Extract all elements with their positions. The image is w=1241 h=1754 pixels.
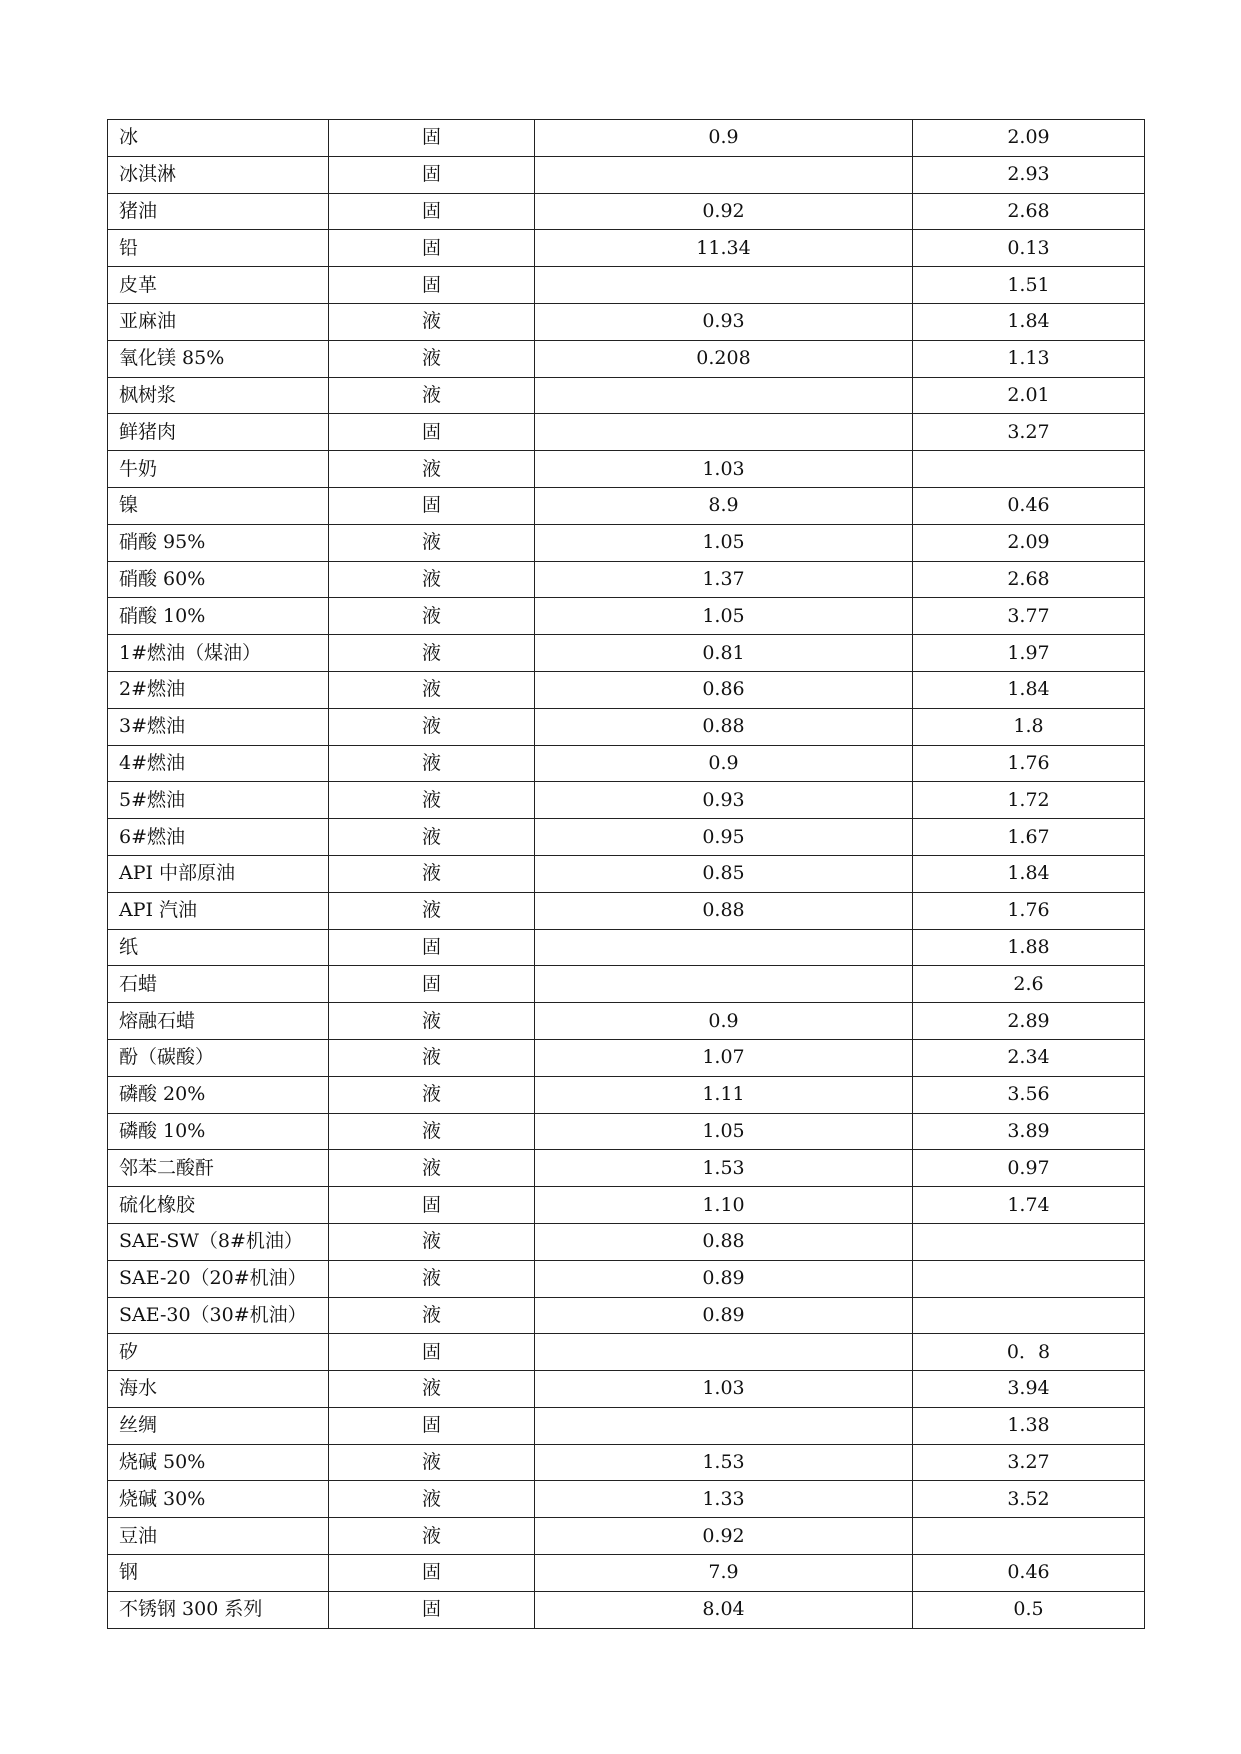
- phase-cell: 液: [329, 1003, 535, 1040]
- phase-cell: 液: [329, 1039, 535, 1076]
- specific-heat-cell: 1.8: [913, 708, 1145, 745]
- phase-cell: 固: [329, 230, 535, 267]
- table-row: [108, 1260, 1145, 1297]
- specific-heat-cell: 2.89: [913, 1003, 1145, 1040]
- specific-heat-cell: 3.27: [913, 414, 1145, 451]
- material-name-cell: 硝酸 60%: [108, 561, 329, 598]
- material-name-cell: 冰淇淋: [108, 156, 329, 193]
- density-cell: 0.9: [535, 120, 913, 157]
- density-cell: 1.05: [535, 598, 913, 635]
- table-row: [108, 1591, 1145, 1628]
- phase-cell: 固: [329, 1334, 535, 1371]
- table-row: [108, 1518, 1145, 1555]
- phase-cell: 液: [329, 377, 535, 414]
- table-row: [108, 1407, 1145, 1444]
- material-name-cell: SAE-SW（8#机油）: [108, 1223, 329, 1260]
- table-row: [108, 1555, 1145, 1592]
- density-cell: [535, 377, 913, 414]
- phase-cell: 固: [329, 929, 535, 966]
- material-name-cell: 磷酸 20%: [108, 1076, 329, 1113]
- material-name-cell: 矽: [108, 1334, 329, 1371]
- table-row: [108, 156, 1145, 193]
- material-name-cell: 镍: [108, 487, 329, 524]
- material-name-cell: 皮革: [108, 267, 329, 304]
- density-cell: 0.85: [535, 855, 913, 892]
- material-name-cell: 丝绸: [108, 1407, 329, 1444]
- phase-cell: 液: [329, 1150, 535, 1187]
- phase-cell: 液: [329, 745, 535, 782]
- density-cell: 0.9: [535, 745, 913, 782]
- density-cell: 0.95: [535, 819, 913, 856]
- material-name-cell: 冰: [108, 120, 329, 157]
- phase-cell: 液: [329, 782, 535, 819]
- density-cell: 1.03: [535, 451, 913, 488]
- specific-heat-cell: 0.5: [913, 1591, 1145, 1628]
- phase-cell: 液: [329, 1076, 535, 1113]
- table-row: [108, 193, 1145, 230]
- table-row: [108, 1113, 1145, 1150]
- table-row: [108, 414, 1145, 451]
- table-row: [108, 598, 1145, 635]
- density-cell: 0.89: [535, 1260, 913, 1297]
- material-name-cell: 猪油: [108, 193, 329, 230]
- phase-cell: 液: [329, 1297, 535, 1334]
- table-row: [108, 340, 1145, 377]
- phase-cell: 液: [329, 1371, 535, 1408]
- material-name-cell: 牛奶: [108, 451, 329, 488]
- specific-heat-cell: 3.56: [913, 1076, 1145, 1113]
- material-name-cell: API 中部原油: [108, 855, 329, 892]
- density-cell: 0.88: [535, 1223, 913, 1260]
- density-cell: 11.34: [535, 230, 913, 267]
- material-name-cell: 邻苯二酸酐: [108, 1150, 329, 1187]
- table-row: [108, 1481, 1145, 1518]
- density-cell: 0.88: [535, 708, 913, 745]
- density-cell: 1.05: [535, 524, 913, 561]
- phase-cell: 液: [329, 1444, 535, 1481]
- material-name-cell: 豆油: [108, 1518, 329, 1555]
- phase-cell: 固: [329, 267, 535, 304]
- specific-heat-cell: 1.67: [913, 819, 1145, 856]
- table-row: [108, 524, 1145, 561]
- specific-heat-cell: 3.52: [913, 1481, 1145, 1518]
- table-row: [108, 230, 1145, 267]
- table-row: [108, 929, 1145, 966]
- material-name-cell: 铅: [108, 230, 329, 267]
- specific-heat-cell: 1.76: [913, 892, 1145, 929]
- material-name-cell: 硝酸 95%: [108, 524, 329, 561]
- density-cell: 8.04: [535, 1591, 913, 1628]
- specific-heat-cell: 2.6: [913, 966, 1145, 1003]
- phase-cell: 液: [329, 1260, 535, 1297]
- density-cell: 1.33: [535, 1481, 913, 1518]
- table-row: [108, 1297, 1145, 1334]
- phase-cell: 固: [329, 414, 535, 451]
- materials-table-body: [108, 120, 1145, 1629]
- specific-heat-cell: 2.68: [913, 193, 1145, 230]
- phase-cell: 液: [329, 303, 535, 340]
- material-name-cell: 5#燃油: [108, 782, 329, 819]
- density-cell: 1.11: [535, 1076, 913, 1113]
- phase-cell: 固: [329, 1591, 535, 1628]
- phase-cell: 液: [329, 819, 535, 856]
- phase-cell: 固: [329, 120, 535, 157]
- specific-heat-cell: 1.38: [913, 1407, 1145, 1444]
- phase-cell: 液: [329, 1481, 535, 1518]
- table-row: [108, 1076, 1145, 1113]
- specific-heat-cell: 1.13: [913, 340, 1145, 377]
- phase-cell: 固: [329, 1407, 535, 1444]
- phase-cell: 固: [329, 1555, 535, 1592]
- table-row: [108, 487, 1145, 524]
- specific-heat-cell: 2.01: [913, 377, 1145, 414]
- phase-cell: 液: [329, 671, 535, 708]
- phase-cell: 液: [329, 561, 535, 598]
- density-cell: [535, 1407, 913, 1444]
- density-cell: 0.88: [535, 892, 913, 929]
- specific-heat-cell: 0．8: [913, 1334, 1145, 1371]
- phase-cell: 液: [329, 708, 535, 745]
- density-cell: [535, 267, 913, 304]
- density-cell: 1.10: [535, 1187, 913, 1224]
- material-name-cell: 4#燃油: [108, 745, 329, 782]
- material-name-cell: API 汽油: [108, 892, 329, 929]
- phase-cell: 固: [329, 156, 535, 193]
- phase-cell: 液: [329, 340, 535, 377]
- material-name-cell: 2#燃油: [108, 671, 329, 708]
- material-name-cell: 鲜猪肉: [108, 414, 329, 451]
- material-name-cell: 硫化橡胶: [108, 1187, 329, 1224]
- density-cell: [535, 929, 913, 966]
- specific-heat-cell: 1.88: [913, 929, 1145, 966]
- specific-heat-cell: [913, 1260, 1145, 1297]
- table-row: [108, 267, 1145, 304]
- phase-cell: 固: [329, 966, 535, 1003]
- density-cell: 1.53: [535, 1444, 913, 1481]
- material-name-cell: 1#燃油（煤油）: [108, 635, 329, 672]
- specific-heat-cell: 3.27: [913, 1444, 1145, 1481]
- material-name-cell: 熔融石蜡: [108, 1003, 329, 1040]
- specific-heat-cell: 3.77: [913, 598, 1145, 635]
- density-cell: 1.53: [535, 1150, 913, 1187]
- table-row: [108, 377, 1145, 414]
- specific-heat-cell: 2.93: [913, 156, 1145, 193]
- specific-heat-cell: 1.51: [913, 267, 1145, 304]
- density-cell: [535, 156, 913, 193]
- phase-cell: 液: [329, 1518, 535, 1555]
- specific-heat-cell: 0.13: [913, 230, 1145, 267]
- material-name-cell: 纸: [108, 929, 329, 966]
- material-name-cell: 6#燃油: [108, 819, 329, 856]
- material-name-cell: 亚麻油: [108, 303, 329, 340]
- density-cell: 0.81: [535, 635, 913, 672]
- table-row: [108, 966, 1145, 1003]
- material-name-cell: 3#燃油: [108, 708, 329, 745]
- density-cell: 0.89: [535, 1297, 913, 1334]
- phase-cell: 液: [329, 524, 535, 561]
- specific-heat-cell: 1.84: [913, 303, 1145, 340]
- phase-cell: 液: [329, 1113, 535, 1150]
- specific-heat-cell: 2.68: [913, 561, 1145, 598]
- density-cell: 1.37: [535, 561, 913, 598]
- density-cell: [535, 966, 913, 1003]
- phase-cell: 固: [329, 193, 535, 230]
- specific-heat-cell: 1.74: [913, 1187, 1145, 1224]
- specific-heat-cell: 1.97: [913, 635, 1145, 672]
- density-cell: 0.92: [535, 193, 913, 230]
- density-cell: 0.9: [535, 1003, 913, 1040]
- phase-cell: 液: [329, 892, 535, 929]
- specific-heat-cell: 0.46: [913, 1555, 1145, 1592]
- phase-cell: 液: [329, 598, 535, 635]
- density-cell: 1.03: [535, 1371, 913, 1408]
- table-row: [108, 1150, 1145, 1187]
- density-cell: 7.9: [535, 1555, 913, 1592]
- specific-heat-cell: 2.34: [913, 1039, 1145, 1076]
- density-cell: 8.9: [535, 487, 913, 524]
- density-cell: 0.92: [535, 1518, 913, 1555]
- table-row: [108, 892, 1145, 929]
- specific-heat-cell: [913, 1223, 1145, 1260]
- material-name-cell: 磷酸 10%: [108, 1113, 329, 1150]
- table-row: [108, 745, 1145, 782]
- phase-cell: 液: [329, 1223, 535, 1260]
- table-row: [108, 671, 1145, 708]
- material-name-cell: 不锈钢 300 系列: [108, 1591, 329, 1628]
- table-row: [108, 303, 1145, 340]
- density-cell: 0.93: [535, 303, 913, 340]
- density-cell: 0.86: [535, 671, 913, 708]
- table-row: [108, 708, 1145, 745]
- density-cell: [535, 1334, 913, 1371]
- table-row: [108, 451, 1145, 488]
- table-row: [108, 1444, 1145, 1481]
- table-row: [108, 819, 1145, 856]
- material-name-cell: SAE-30（30#机油）: [108, 1297, 329, 1334]
- phase-cell: 液: [329, 635, 535, 672]
- table-row: [108, 1223, 1145, 1260]
- table-row: [108, 782, 1145, 819]
- material-name-cell: 钢: [108, 1555, 329, 1592]
- table-row: [108, 635, 1145, 672]
- specific-heat-cell: [913, 451, 1145, 488]
- phase-cell: 液: [329, 855, 535, 892]
- material-name-cell: 硝酸 10%: [108, 598, 329, 635]
- specific-heat-cell: 1.84: [913, 855, 1145, 892]
- specific-heat-cell: 0.46: [913, 487, 1145, 524]
- specific-heat-cell: [913, 1297, 1145, 1334]
- materials-table: [107, 119, 1145, 1629]
- table-row: [108, 1039, 1145, 1076]
- material-name-cell: 烧碱 30%: [108, 1481, 329, 1518]
- specific-heat-cell: 2.09: [913, 524, 1145, 561]
- phase-cell: 固: [329, 1187, 535, 1224]
- material-name-cell: 枫树浆: [108, 377, 329, 414]
- specific-heat-cell: 3.89: [913, 1113, 1145, 1150]
- density-cell: 1.07: [535, 1039, 913, 1076]
- table-row: [108, 1003, 1145, 1040]
- material-name-cell: SAE-20（20#机油）: [108, 1260, 329, 1297]
- material-name-cell: 酚（碳酸）: [108, 1039, 329, 1076]
- specific-heat-cell: 2.09: [913, 120, 1145, 157]
- table-row: [108, 855, 1145, 892]
- table-row: [108, 1371, 1145, 1408]
- specific-heat-cell: 1.84: [913, 671, 1145, 708]
- phase-cell: 固: [329, 487, 535, 524]
- density-cell: 1.05: [535, 1113, 913, 1150]
- specific-heat-cell: 0.97: [913, 1150, 1145, 1187]
- density-cell: 0.93: [535, 782, 913, 819]
- specific-heat-cell: [913, 1518, 1145, 1555]
- specific-heat-cell: 1.72: [913, 782, 1145, 819]
- density-cell: 0.208: [535, 340, 913, 377]
- material-name-cell: 石蜡: [108, 966, 329, 1003]
- table-row: [108, 1187, 1145, 1224]
- material-name-cell: 海水: [108, 1371, 329, 1408]
- table-row: [108, 120, 1145, 157]
- specific-heat-cell: 1.76: [913, 745, 1145, 782]
- specific-heat-cell: 3.94: [913, 1371, 1145, 1408]
- phase-cell: 液: [329, 451, 535, 488]
- material-name-cell: 烧碱 50%: [108, 1444, 329, 1481]
- material-name-cell: 氧化镁 85%: [108, 340, 329, 377]
- table-row: [108, 561, 1145, 598]
- density-cell: [535, 414, 913, 451]
- table-row: [108, 1334, 1145, 1371]
